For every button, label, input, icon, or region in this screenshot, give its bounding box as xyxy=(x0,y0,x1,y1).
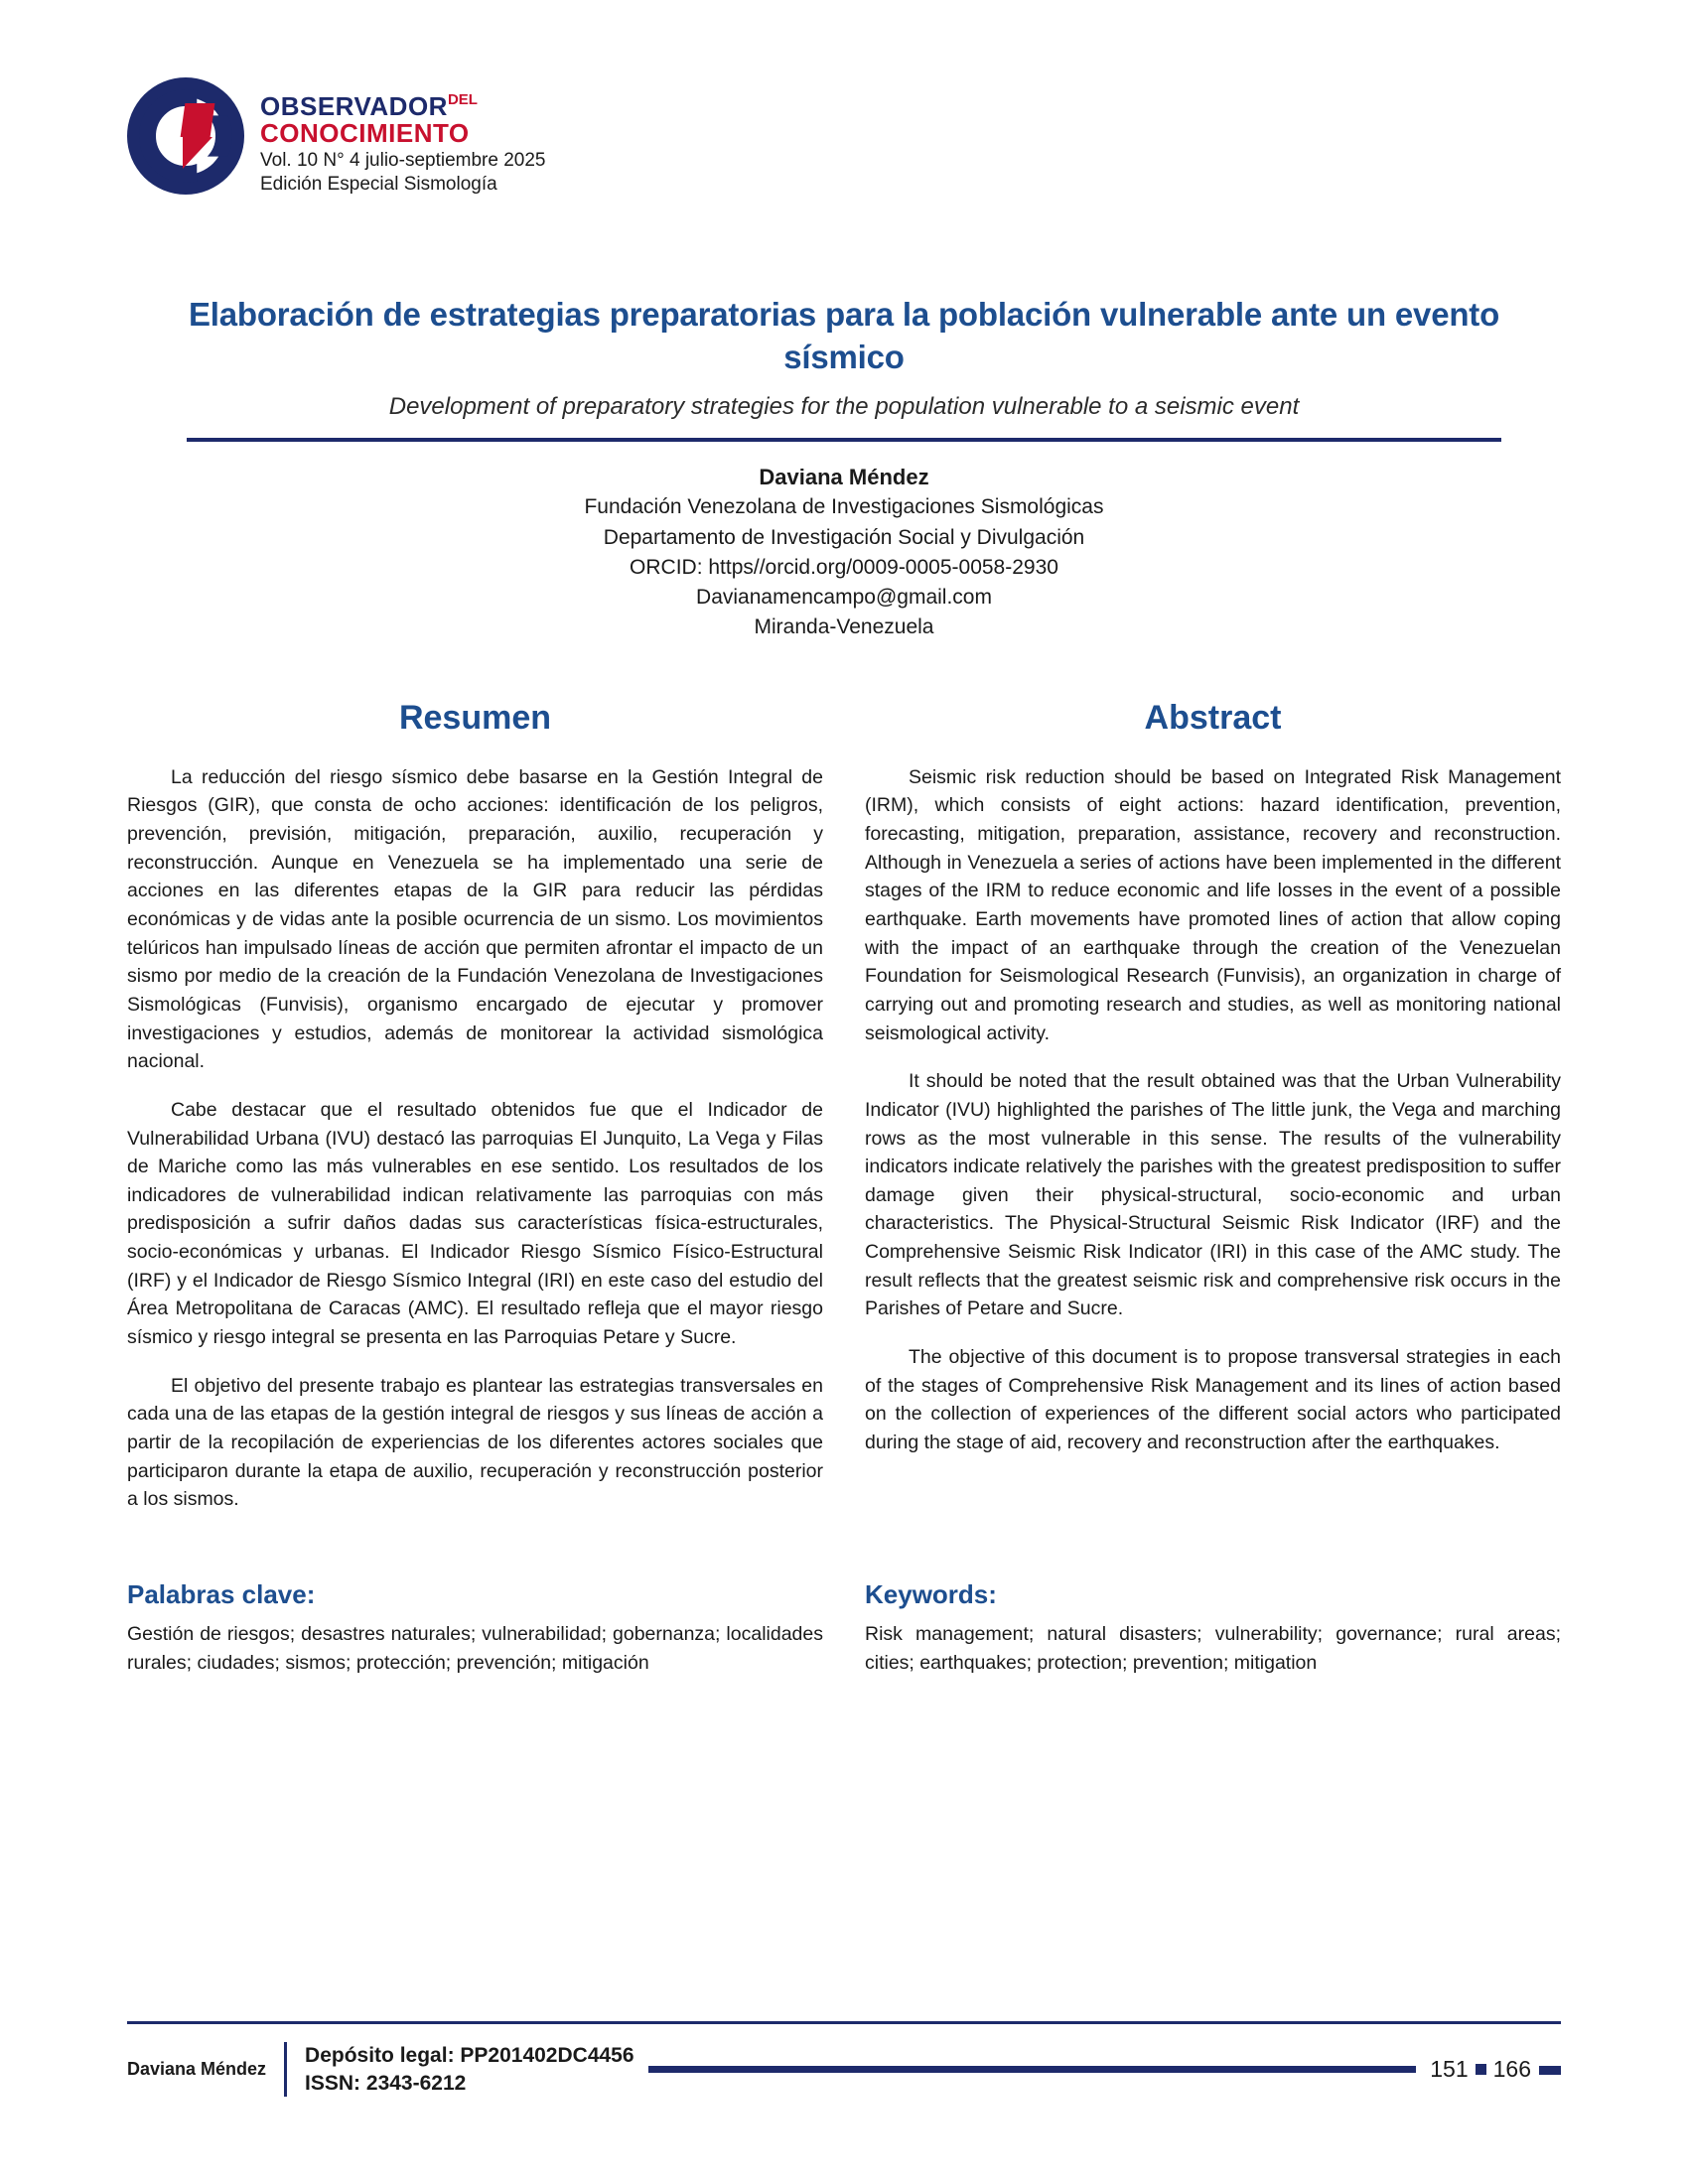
keywords-en xyxy=(865,1579,1561,1677)
abstract-paragraph: It should be noted that the result obtained was that the Urban Vulnerability Indicator (IVU) highlighted the parishes of The little junk, the Vega and marching rows as the most vulnerable in this sense. The results of the vulnerability indicators indicate relatively the parishes with the greatest predisposition to suffer damage given their physical-structural, socio-economic and urban characteristics. The Physical-Structural Seismic Risk Indicator (IRF) and the Comprehensive Seismic Risk Indicator (IRI) in this case of the AMC study. The result reflects that the greatest seismic risk and comprehensive risk occurs in the Parishes of Petare and Sucre. xyxy=(865,1070,1561,1320)
author-email[interactable]: Davianamencampo@gmail.com xyxy=(696,586,992,610)
resumen-column xyxy=(127,699,823,1514)
keywords-es-text: Gestión de riesgos; desastres naturales; vulnerabilidad; gobernanza; localidades rurales; ciudades; sismos; protección; prevención; mitigación xyxy=(127,1623,823,1674)
footer-legal xyxy=(284,2042,634,2097)
article-subtitle: Development of preparatory strategies for the population vulnerable to a seismic event xyxy=(388,392,1300,420)
footer-author: Daviana Méndez xyxy=(127,2059,267,2080)
author-affiliation-1: Fundación Venezolana de Investigaciones Sismológicas xyxy=(584,495,1104,519)
journal-edition: Edición Especial Sismología xyxy=(260,174,497,196)
footer-page-end: 166 xyxy=(1492,2056,1531,2083)
keywords-es xyxy=(127,1579,823,1677)
footer-end-bar-icon xyxy=(1539,2066,1561,2075)
footer-issn: ISSN: 2343-6212 xyxy=(305,2071,467,2095)
footer-divider xyxy=(127,2021,1561,2024)
abstract-paragraph: The objective of this document is to propose transversal strategies in each of the stages of Comprehensive Risk Management and its lines of action based on the collection of experiences of the different social actors who participated during the stage of aid, recovery and reconstruction after the earthquakes. xyxy=(865,1346,1561,1454)
footer-row xyxy=(127,2042,1561,2097)
title-block xyxy=(127,294,1561,442)
resumen-heading: Resumen xyxy=(398,698,552,737)
page-footer xyxy=(127,2021,1561,2097)
footer-bar xyxy=(648,2066,1417,2073)
resumen-paragraph: Cabe destacar que el resultado obtenidos fue que el Indicador de Vulnerabilidad Urbana (IVU) destacó las parroquias El Junquito, La Vega y Filas de Mariche como las más vulnerables en ese sentido. Los resultados de los indicadores de vulnerabilidad indican relativamente las parroquias con más predisposición a sufrir daños dadas sus características física-estructurales, socio-económicas y urbanas. El Indicador Riesgo Sísmico Físico-Estructural (IRF) y el Indicador de Riesgo Sísmico Integral (IRI) en este caso del estudio del Área Metropolitana de Caracas (AMC). El resultado refleja que el mayor riesgo sísmico y riesgo integral se presenta en las Parroquias Petare y Sucre. xyxy=(127,1098,823,1349)
author-block xyxy=(127,462,1561,643)
abstract-paragraph: Seismic risk reduction should be based on Integrated Risk Management (IRM), which consists of eight actions: hazard identification, prevention, forecasting, mitigation, preparation, assistance, recovery and reconstruction. Although in Venezuela a series of actions have been implemented in the different stages of the IRM to reduce economic and life losses in the event of a possible earthquake. Earth movements have promoted lines of action that allow coping with the impact of an earthquake through the creation of the Venezuelan Foundation for Seismological Research (Funvisis), an organization in charge of carrying out and promoting research and studies, as well as monitoring national seismological activity. xyxy=(865,765,1561,1044)
author-location: Miranda-Venezuela xyxy=(754,615,934,639)
journal-volume: Vol. 10 N° 4 julio-septiembre 2025 xyxy=(260,150,546,172)
title-divider xyxy=(187,438,1501,442)
journal-name-line2: CONOCIMIENTO xyxy=(260,118,470,149)
footer-deposito: Depósito legal: PP201402DC4456 xyxy=(305,2044,634,2068)
keywords-es-heading: Palabras clave: xyxy=(127,1579,316,1610)
keywords-en-text: Risk management; natural disasters; vulnerability; governance; rural areas; cities; earthquakes; protection; prevention; mitigation xyxy=(865,1623,1561,1674)
abstract-column xyxy=(865,699,1561,1514)
footer-pages xyxy=(1430,2056,1561,2083)
page-title: Elaboración de estrategias preparatorias para la población vulnerable ante un evento sísmico xyxy=(188,296,1500,375)
abstract-heading: Abstract xyxy=(1144,698,1282,737)
author-affiliation-2: Departamento de Investigación Social y Divulgación xyxy=(603,525,1085,549)
page-separator-square-icon xyxy=(1476,2064,1486,2075)
author-name: Daviana Méndez xyxy=(759,464,929,489)
footer-page-start: 151 xyxy=(1430,2056,1469,2083)
resumen-paragraph: La reducción del riesgo sísmico debe basarse en la Gestión Integral de Riesgos (GIR), que consta de ocho acciones: identificación de los peligros, prevención, previsión, mitigación, preparación, auxilio, recuperación y reconstrucción. Aunque en Venezuela se ha implementado una serie de acciones en las diferentes etapas de la GIR para reducir las pérdidas económicas y de vidas ante la posible ocurrencia de un sismo. Los movimientos telúricos han impulsado líneas de acción que permiten afrontar el impacto de un sismo por medio de la creación de la Fundación Venezolana de Investigaciones Sismológicas (Funvisis), organismo encargado de ejecutar y promover investigaciones y estudios, además de monitorear la actividad sismológica nacional. xyxy=(127,765,823,1073)
abstract-columns xyxy=(127,699,1561,1514)
masthead xyxy=(127,0,1561,226)
journal-name-observador: OBSERVADOR xyxy=(260,91,448,121)
observador-logo-icon xyxy=(127,77,244,195)
masthead-text xyxy=(260,77,546,196)
keywords-row xyxy=(127,1579,1561,1677)
keywords-en-heading: Keywords: xyxy=(865,1579,997,1610)
journal-name-del: DEL xyxy=(447,91,478,108)
resumen-paragraph: El objetivo del presente trabajo es plantear las estrategias transversales en cada una de las etapas de la gestión integral de riesgos y sus líneas de acción a partir de la recopilación de experiencias de los diferentes actores sociales que participaron durante la etapa de auxilio, recuperación y reconstrucción posterior a los sismos. xyxy=(127,1374,823,1511)
author-orcid[interactable]: ORCID: https//orcid.org/0009-0005-0058-2930 xyxy=(630,555,1058,579)
journal-name-line1 xyxy=(260,91,546,121)
